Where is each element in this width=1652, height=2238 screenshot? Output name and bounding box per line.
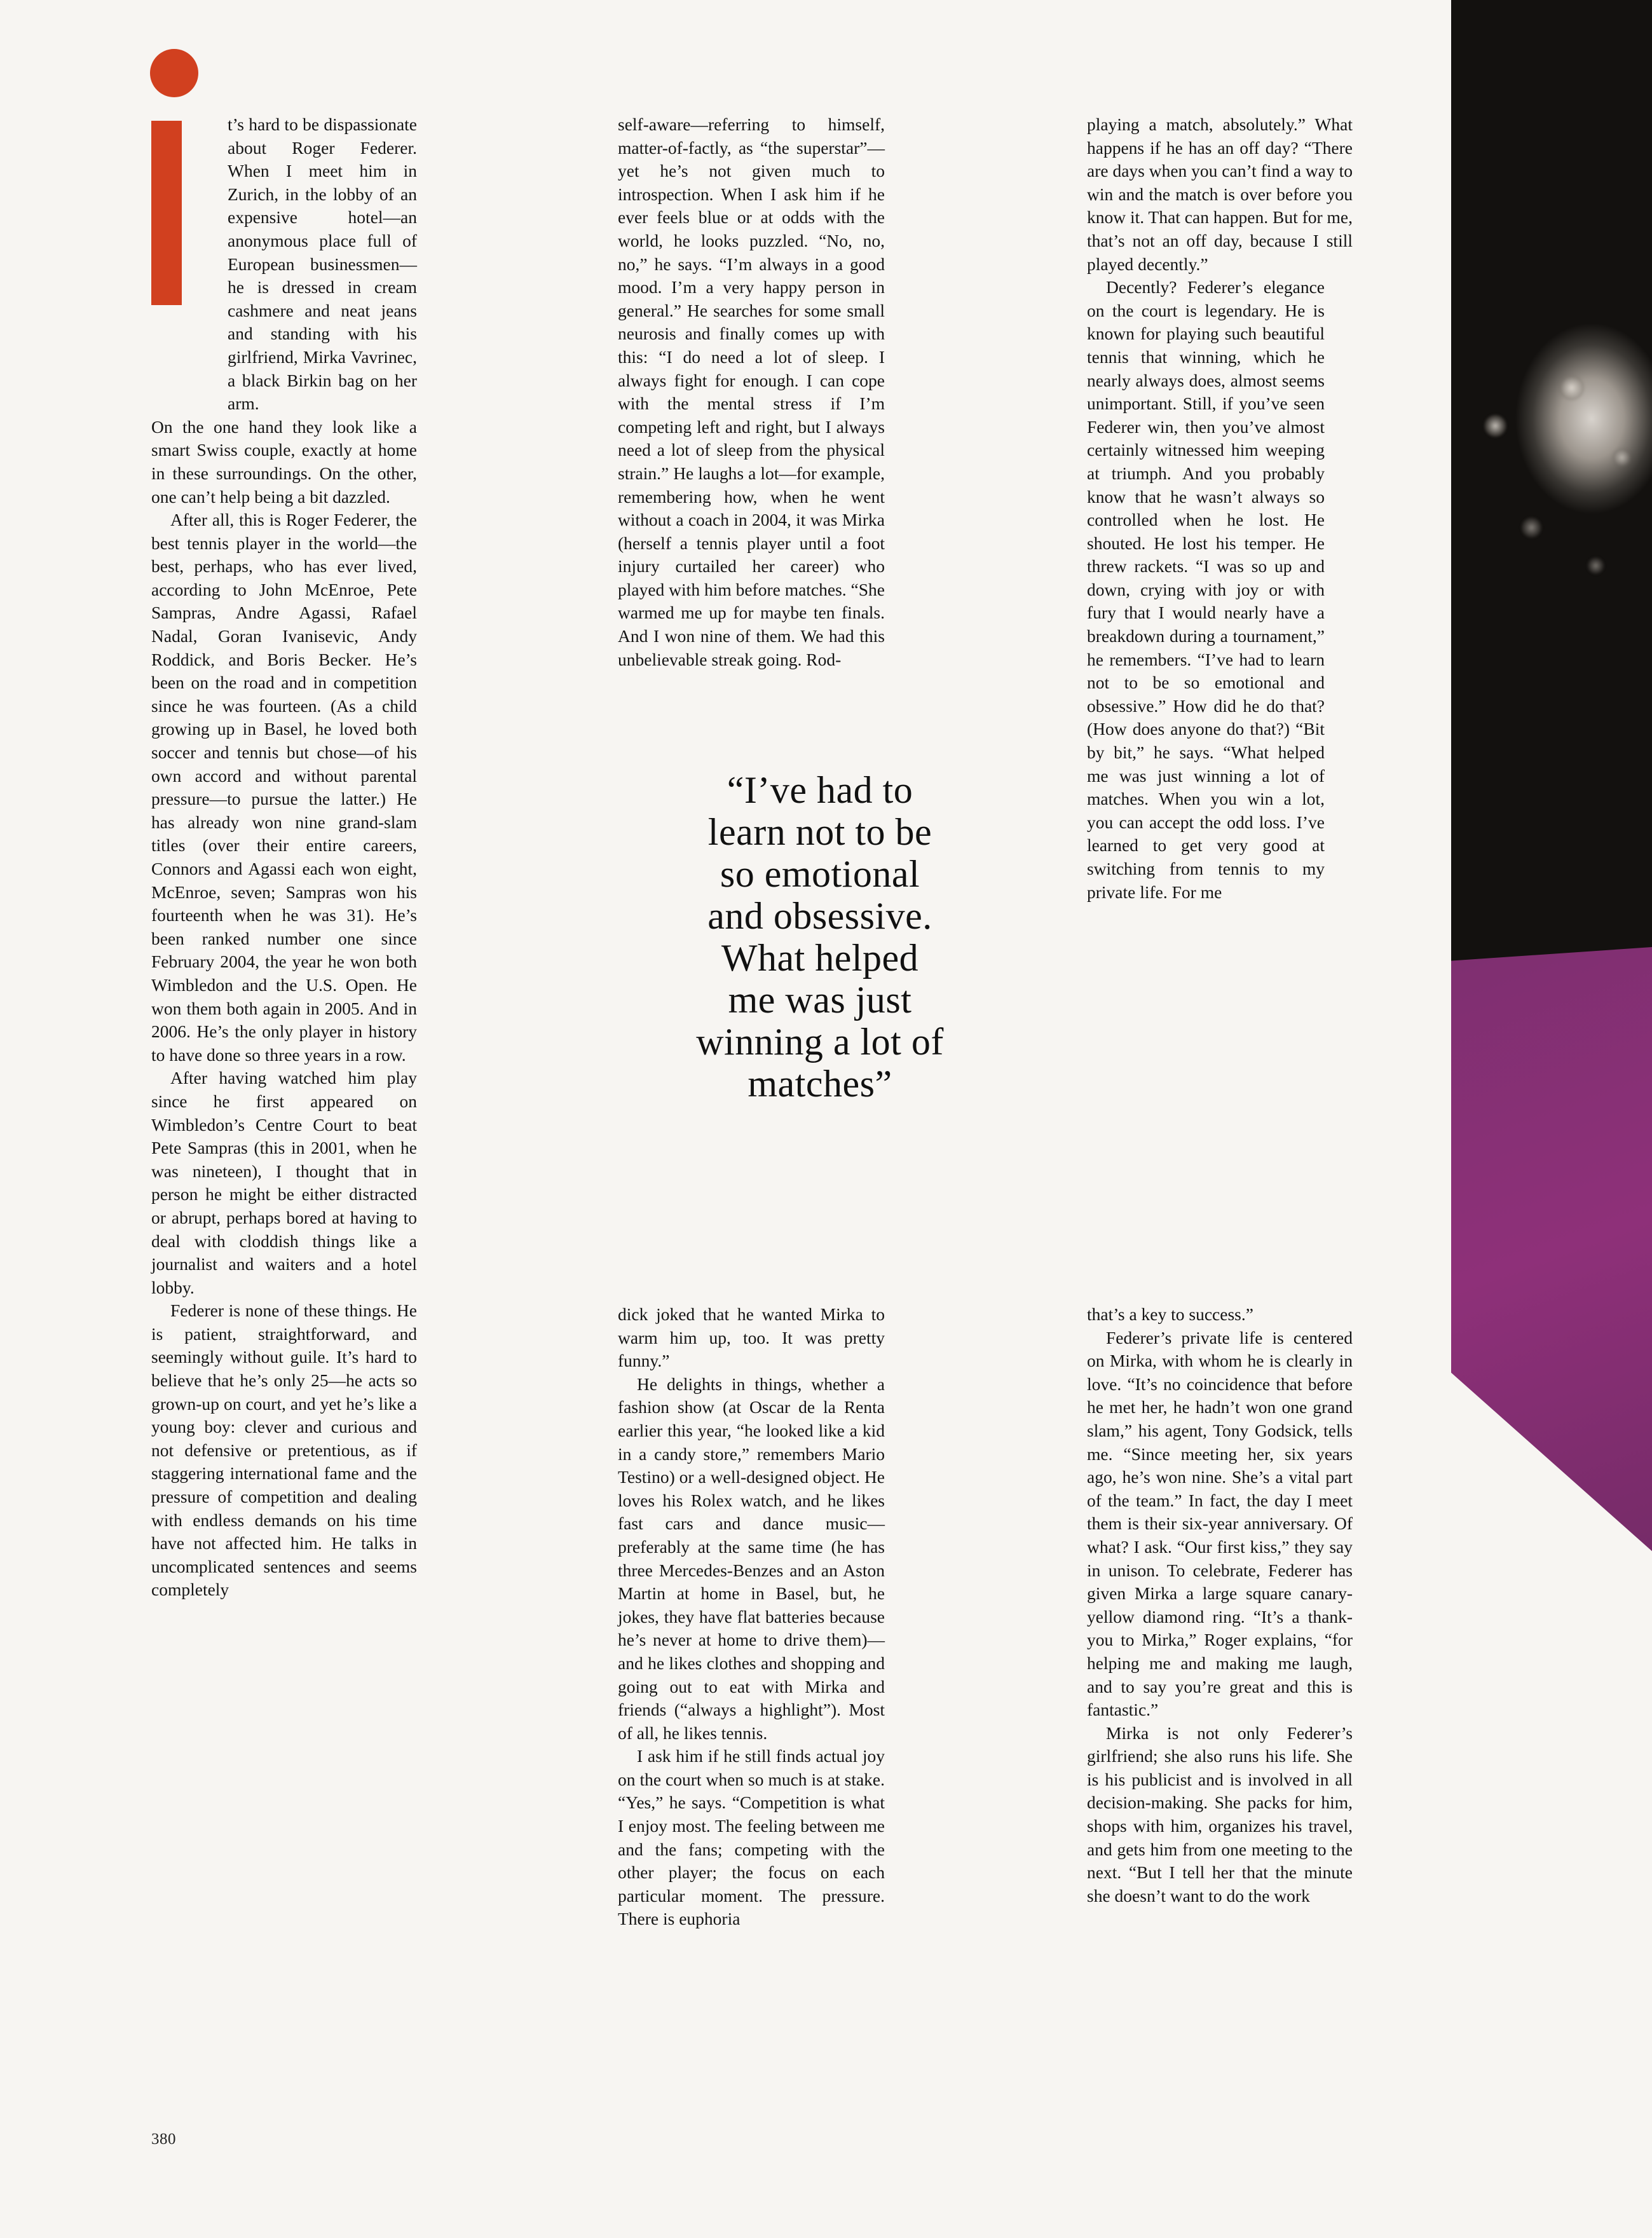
paragraph: Federer’s private life is centered on Mirka, with whom he is clearly in love. “It’s no coincidence that before he met her, he hadn’t won one grand slam,” his agent, Tony Godsick, tells me. “Since meeting her, six years ago, he’s won nine. She’s a vital part of the team.” In fact, the day I meet them is their six-year anniversary. Of what? I ask. “Our first kiss,” they say in unison. To celebrate, Federer has given Mirka a large square canary-yellow diamond ring. “It’s a thank-you to Mirka,” Roger explains, “for helping me and making me laugh, and to say you’re great and this is fantastic.” — [1087, 1327, 1353, 1720]
opening-paragraph-inset: t’s hard to be dispassionate about Roger Federer. When I meet him in Zurich, in the lobby of an expensive hotel—an anonymous place full of European businessmen—he is dressed in cream cashmere and neat jeans and standing with his girlfriend, Mirka Vavrinec, a black Birkin bag on her arm. — [228, 114, 417, 414]
paragraph: Federer is none of these things. He is patient, straightforward, and seemingly without guile. It’s hard to believe that he’s only 25—he acts so grown-up on court, and yet he’s like a young boy: clever and curious and not defensive or pretentious, as if staggering international fame and the pressure of competition and dealing with endless demands on his time have not affected him. He talks in uncomplicated sentences and seems completely — [151, 1300, 417, 1600]
page-number: 380 — [151, 2131, 176, 2148]
opening-paragraph-rest: On the one hand they look like a smart Swiss couple, exactly at home in these surroundings. On the other, one can’t help being a bit dazzled. — [151, 416, 417, 507]
pull-quote-line: and obsessive. — [707, 895, 932, 937]
pull-quote-line: What helped — [721, 937, 919, 979]
pull-quote-line: matches” — [747, 1063, 892, 1105]
paragraph: dick joked that he wanted Mirka to warm him up, too. It was pretty funny.” — [618, 1304, 885, 1371]
pull-quote-line: winning a lot of — [696, 1021, 944, 1063]
opening-paragraph — [151, 113, 417, 508]
magenta-color-block — [1451, 947, 1652, 1634]
paragraph: Mirka is not only Federer’s girlfriend; she also runs his life. She is his publicist and is involved in all decision-making. She packs for him, shops with him, organizes his travel, and gets him from one meeting to the next. “But I tell her that the minute she doesn’t want to do the work — [1087, 1723, 1353, 1906]
paragraph: playing a match, absolutely.” What happens if he has an off day? “There are days when you can’t find a way to win and the match is over before you know it. That can happen. But for me, that’s not an off day, because I still played decently.” — [1087, 114, 1353, 274]
paragraph: self-aware—referring to himself, matter-of-factly, as “the superstar”—yet he’s not given much to introspection. When I ask him if he ever feels blue or at odds with the world, he looks puzzled. “No, no, no,” he says. “I’m always in a good mood. I’m a very happy person in general.” He searches for some small neurosis and finally comes up with this: “I do need a lot of sleep. I always fight for enough. I can cope with the mental stress if I’m competing left and right, but I always need a lot of sleep from the physical strain.” He laughs a lot—for example, remembering how, when he went without a coach in 2004, it was Mirka (herself a tennis player until a foot injury curtailed her career) who played with him before matches. “She warmed me up for maybe ten finals. And I won nine of them. We had this unbelievable streak going. Rod- — [618, 114, 885, 669]
pull-quote-line: “I’ve had to — [727, 769, 913, 811]
paragraph: He delights in things, whether a fashion show (at Oscar de la Renta earlier this year, “he looked like a kid in a candy store,” remembers Mario Testino) or a well-designed object. He loves his Rolex watch, and he likes fast cars and dance music—preferably at the same time (he has three Mercedes-Benzes and an Aston Martin at home in Basel, but, he jokes, they have flat batteries because he’s never at home to drive them)—and he likes clothes and shopping and going out to eat with Mirka and friends (“always a highlight”). Most of all, he likes tennis. — [618, 1374, 885, 1743]
column-two-top — [618, 113, 885, 671]
paragraph: After having watched him play since he first appeared on Wimbledon’s Centre Court to beat Pete Sampras (this in 2001, when he was nineteen), I thought that in person he might be either distracted or abrupt, perhaps bored at having to deal with cloddish things like a journalist and waiters and a hotel lobby. — [151, 1068, 417, 1297]
paragraph: that’s a key to success.” — [1087, 1304, 1253, 1324]
pull-quote — [483, 769, 1157, 1105]
paragraph: After all, this is Roger Federer, the best tennis player in the world—the best, perhaps, who has ever lived, according to John McEnroe, Pete Sampras, Andre Agassi, Rafael Nadal, Goran Ivanisevic, Andy Roddick, and Boris Becker. He’s been on the road and in competition since he was fourteen. (As a child growing up in Basel, he loved both soccer and tennis but chose—of his own accord and without parental pressure—to pursue the latter.) He has already won nine grand-slam titles (over their entire careers, Connors and Agassi each won eight, McEnroe, seven; Sampras won his fourteenth when he was 31). He’s been ranked number one since February 2004, the year he won both Wimbledon and the U.S. Open. He won them both again in 2005. And in 2006. He’s the only player in history to have done so three years in a row. — [151, 510, 417, 1065]
column-three-bottom — [1087, 1303, 1353, 1907]
photo-crowd-detail — [1451, 331, 1652, 648]
pull-quote-line: me was just — [728, 979, 912, 1021]
column-two-bottom — [618, 1303, 885, 1931]
paragraph: Decently? Federer’s elegance on the court is legendary. He is known for playing such beautiful tennis that winning, which he nearly always does, almost seems unimportant. Still, if you’ve seen Federer win, then you’ve almost certainly witnessed him weeping at triumph. And you probably know that he wasn’t always so controlled when he lost. He shouted. He lost his temper. He threw rackets. “I was so up and down, crying with joy or with fury that I would nearly have a breakdown during a tournament,” he remembers. “I’ve had to learn not to be so emotional and obsessive.” How did he do that? (How does anyone do that?) “Bit by bit,” he says. “What helped me was just winning a lot of matches. When you win a lot, you can accept the odd loss. I’ve learned to get very good at switching from tennis to my private life. For me — [1087, 277, 1325, 902]
drop-cap-dot — [150, 49, 198, 97]
column-one — [151, 113, 417, 1602]
pull-quote-line: learn not to be — [707, 811, 932, 853]
paragraph: I ask him if he still finds actual joy on the court when so much is at stake. “Yes,” he says. “Competition is what I enjoy most. The feeling between me and the fans; competing with the other player; the focus on each particular moment. The pressure. There is euphoria — [618, 1746, 885, 1929]
pull-quote-line: so emotional — [720, 853, 920, 895]
